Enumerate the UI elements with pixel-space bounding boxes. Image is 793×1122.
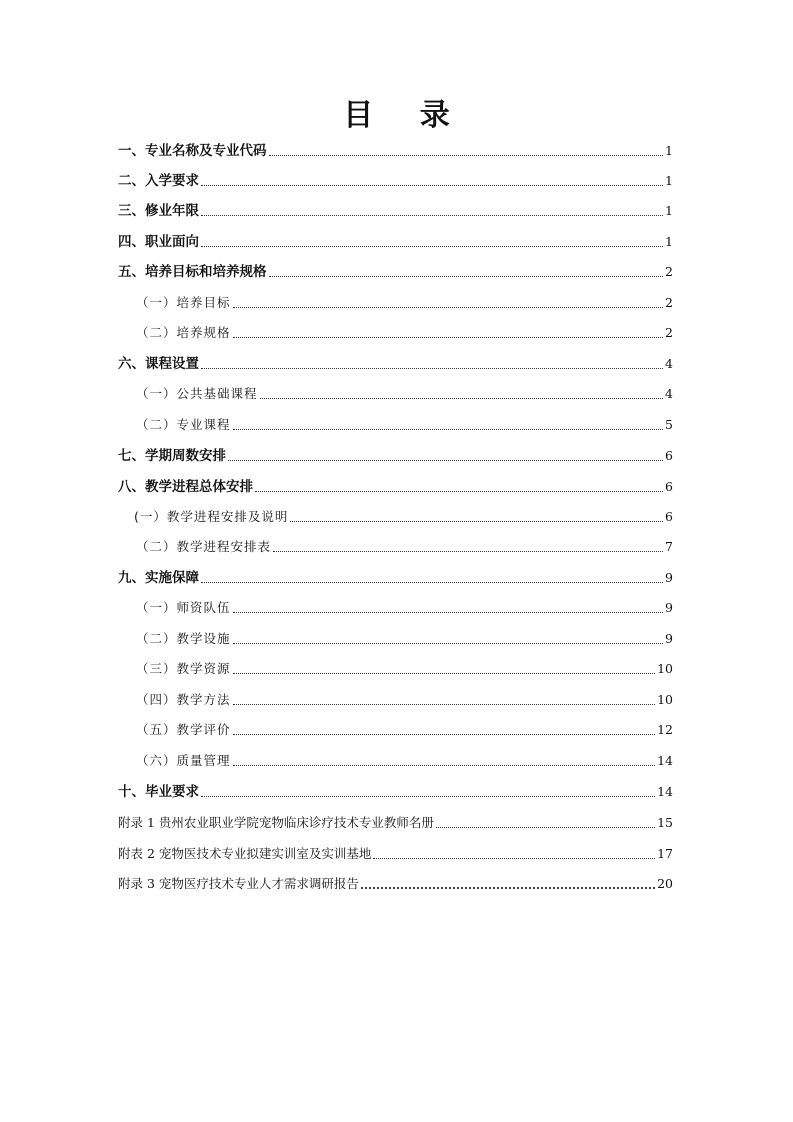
toc-entry-label: （二）教学设施 bbox=[136, 631, 231, 646]
toc-page-number: 1 bbox=[665, 173, 673, 188]
toc-entry-label: 四、职业面向 bbox=[118, 234, 199, 250]
toc-entry-label: 附表 2 宠物医技术专业拟建实训室及实训基地 bbox=[118, 846, 372, 861]
toc-leader-dots bbox=[233, 642, 663, 644]
toc-leader-dots bbox=[201, 214, 663, 216]
toc-page-number: 10 bbox=[657, 692, 673, 707]
toc-leader-dots bbox=[255, 490, 663, 492]
toc-entry-label: （二）教学进程安排表 bbox=[136, 539, 272, 554]
toc-entry[interactable] bbox=[136, 598, 673, 618]
toc-page-number: 15 bbox=[657, 815, 673, 830]
toc-entry[interactable] bbox=[136, 415, 673, 435]
toc-entry[interactable] bbox=[136, 384, 673, 404]
toc-entry[interactable] bbox=[136, 720, 673, 740]
toc-page-number: 2 bbox=[665, 295, 673, 310]
toc-leader-dots bbox=[233, 428, 663, 430]
toc-entry-label: 一、专业名称及专业代码 bbox=[118, 143, 267, 159]
toc-entry[interactable] bbox=[118, 354, 673, 374]
toc-entry[interactable] bbox=[136, 293, 673, 313]
toc-entry-label: (一）教学进程安排及说明 bbox=[134, 509, 289, 524]
toc-leader-dots bbox=[373, 857, 655, 859]
toc-leader-dots bbox=[260, 397, 663, 399]
toc-leader-dots bbox=[233, 306, 663, 308]
toc-entry-label: （四）教学方法 bbox=[136, 692, 231, 707]
toc-entry[interactable] bbox=[118, 201, 673, 221]
toc-page-number: 20 bbox=[657, 876, 673, 891]
toc-entry-label: 五、培养目标和培养规格 bbox=[118, 264, 267, 280]
toc-entry-label: 附录 3 宠物医疗技术专业人才需求调研报告 bbox=[118, 876, 359, 891]
toc-leader-dots bbox=[233, 672, 656, 674]
toc-leader-dots bbox=[361, 886, 655, 889]
toc-page-number: 14 bbox=[657, 753, 673, 768]
toc-entry[interactable] bbox=[118, 782, 673, 802]
toc-page-number: 6 bbox=[665, 448, 673, 463]
toc-entry[interactable] bbox=[134, 507, 673, 527]
toc-entry[interactable] bbox=[136, 537, 673, 557]
toc-entry-label: 七、学期周数安排 bbox=[118, 448, 226, 464]
toc-page-number: 5 bbox=[665, 417, 673, 432]
toc-entry[interactable] bbox=[118, 171, 673, 191]
toc-entry-label: （三）教学资源 bbox=[136, 661, 231, 676]
toc-entry[interactable] bbox=[136, 323, 673, 343]
toc-entry[interactable] bbox=[118, 813, 673, 833]
toc-leader-dots bbox=[233, 764, 656, 766]
toc-entry[interactable] bbox=[136, 629, 673, 649]
toc-leader-dots bbox=[436, 826, 655, 828]
toc-page-number: 2 bbox=[665, 325, 673, 340]
toc-entry[interactable] bbox=[136, 751, 673, 771]
toc-page-number: 2 bbox=[665, 264, 673, 279]
toc-entry[interactable] bbox=[118, 232, 673, 252]
toc-entry-label: 二、入学要求 bbox=[118, 173, 199, 189]
toc-page-number: 4 bbox=[665, 356, 673, 371]
toc-page-number: 6 bbox=[665, 479, 673, 494]
toc-entry-label: （二）专业课程 bbox=[136, 417, 231, 432]
toc-leader-dots bbox=[201, 245, 663, 247]
toc-leader-dots bbox=[228, 459, 663, 461]
toc-entry-label: 八、教学进程总体安排 bbox=[118, 479, 253, 495]
toc-entry-label: （一）师资队伍 bbox=[136, 600, 231, 615]
toc-leader-dots bbox=[233, 733, 656, 735]
toc-entry[interactable] bbox=[118, 568, 673, 588]
toc-page-number: 17 bbox=[657, 846, 673, 861]
toc-entry-label: （一）培养目标 bbox=[136, 295, 231, 310]
toc-entry[interactable] bbox=[118, 446, 673, 466]
toc-entry-label: （六）质量管理 bbox=[136, 753, 231, 768]
toc-leader-dots bbox=[273, 550, 663, 552]
toc-entry-label: 附录 1 贵州农业职业学院宠物临床诊疗技术专业教师名册 bbox=[118, 815, 434, 830]
toc-leader-dots bbox=[201, 581, 663, 583]
toc-entry[interactable] bbox=[118, 141, 673, 161]
toc-entry[interactable] bbox=[136, 690, 673, 710]
toc-page-number: 1 bbox=[665, 234, 673, 249]
toc-leader-dots bbox=[233, 703, 656, 705]
toc-leader-dots bbox=[201, 184, 663, 186]
toc-page-number: 7 bbox=[665, 539, 673, 554]
toc-leader-dots bbox=[233, 336, 663, 338]
toc-entry[interactable] bbox=[136, 659, 673, 679]
toc-entry[interactable] bbox=[118, 477, 673, 497]
page-title: 目 录 bbox=[343, 98, 468, 133]
toc-page-number: 6 bbox=[665, 509, 673, 524]
toc-entry-label: （一）公共基础课程 bbox=[136, 386, 258, 401]
toc-leader-dots bbox=[201, 367, 663, 369]
toc-entry[interactable] bbox=[118, 874, 673, 894]
toc-page-number: 9 bbox=[665, 570, 673, 585]
toc-page-number: 14 bbox=[657, 784, 673, 799]
toc-entry[interactable] bbox=[118, 844, 673, 864]
toc-page-number: 9 bbox=[665, 631, 673, 646]
toc-leader-dots bbox=[233, 611, 663, 613]
toc-page-number: 1 bbox=[665, 143, 673, 158]
toc-leader-dots bbox=[290, 520, 663, 522]
toc-page-number: 10 bbox=[657, 661, 673, 676]
toc-entry-label: （五）教学评价 bbox=[136, 722, 231, 737]
toc-leader-dots bbox=[201, 795, 655, 797]
toc-page-number: 1 bbox=[665, 203, 673, 218]
toc-page-number: 9 bbox=[665, 600, 673, 615]
toc-page-number: 4 bbox=[665, 386, 673, 401]
toc-entry-label: 三、修业年限 bbox=[118, 203, 199, 219]
toc-leader-dots bbox=[269, 154, 664, 156]
toc-entry-label: 六、课程设置 bbox=[118, 356, 199, 372]
toc-entry[interactable] bbox=[118, 262, 673, 282]
toc-leader-dots bbox=[269, 275, 664, 277]
toc-entry-label: （二）培养规格 bbox=[136, 325, 231, 340]
toc-entry-label: 十、毕业要求 bbox=[118, 784, 199, 800]
toc-entry-label: 九、实施保障 bbox=[118, 570, 199, 586]
toc-page-number: 12 bbox=[657, 722, 673, 737]
